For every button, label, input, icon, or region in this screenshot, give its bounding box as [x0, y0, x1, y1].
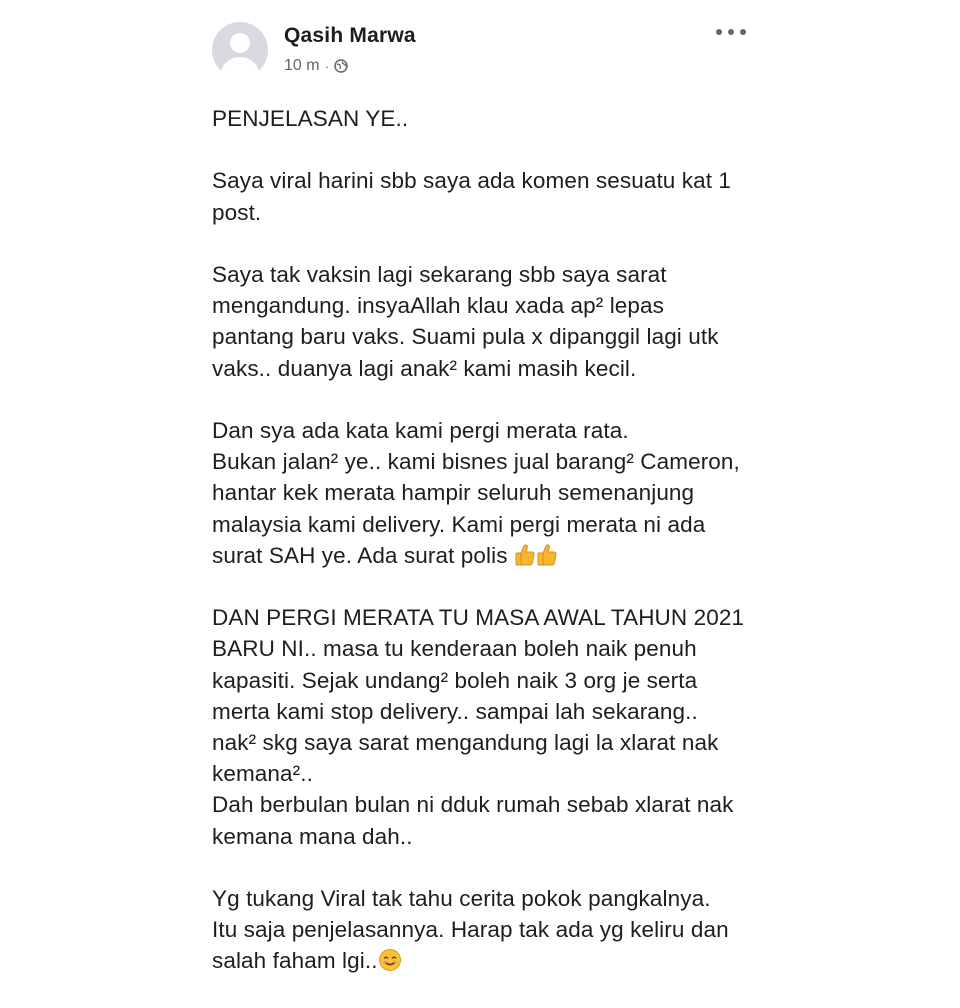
- more-dot: [740, 29, 746, 35]
- post-meta: [284, 57, 348, 75]
- text-line: nak² skg saya sarat mengandung lagi la xlarat nak: [212, 730, 719, 755]
- text-line: mengandung. insyaAllah klau xada ap² lepas: [212, 293, 665, 319]
- paragraph-1: [212, 103, 772, 134]
- text-line-with-emoji: [212, 945, 772, 976]
- avatar[interactable]: [212, 22, 268, 78]
- text-line: Saya viral harini sbb saya ada komen sesuatu kat 1: [212, 168, 732, 194]
- avatar-body-shape: [220, 57, 260, 85]
- text-line: Saya tak vaksin lagi sekarang sbb saya sarat: [212, 261, 667, 287]
- paragraph-5: [212, 602, 772, 852]
- avatar-head-shape: [230, 33, 250, 53]
- text-line: pantang baru vaks. Suami pula x dipanggil lagi utk: [212, 324, 719, 350]
- thumbs-up-emoji: [536, 543, 558, 567]
- text-line: BARU NI.. masa tu kenderaan boleh naik penuh: [212, 636, 697, 662]
- paragraph-4: [212, 415, 772, 571]
- meta-separator: ·: [324, 58, 330, 74]
- globe-icon[interactable]: [334, 59, 348, 73]
- text-line: Itu saja penjelasannya. Harap tak ada yg keliru dan: [212, 917, 729, 943]
- post-text: [212, 103, 772, 1008]
- text-line: Bukan jalan² ye.. kami bisnes jual barang² Cameron,: [212, 449, 740, 475]
- text-line: hantar kek merata hampir seluruh semenanjung: [212, 480, 695, 506]
- text-line: Yg tukang Viral tak tahu cerita pokok pangkalnya.: [212, 886, 711, 911]
- text-line: surat SAH ye. Ada surat polis: [212, 542, 508, 568]
- more-dot: [716, 29, 722, 35]
- text-line-with-emoji: [212, 540, 772, 571]
- paragraph-2: [212, 165, 772, 227]
- text-line: Dah berbulan bulan ni dduk rumah sebab xlarat nak: [212, 792, 734, 818]
- text-line: malaysia kami delivery. Kami pergi merata ni ada: [212, 511, 706, 537]
- more-dot: [728, 29, 734, 35]
- text-line: post.: [212, 199, 262, 225]
- paragraph-3: [212, 259, 772, 384]
- text-line: PENJELASAN YE..: [212, 106, 409, 131]
- text-line: kapasiti. Sejak undang² boleh naik 3 org je serta: [212, 667, 698, 693]
- smiling-face-emoji: [378, 948, 402, 972]
- text-line: merta kami stop delivery.. sampai lah sekarang..: [212, 698, 698, 724]
- text-line: salah faham lgi..: [212, 948, 378, 974]
- more-options-icon[interactable]: [716, 22, 746, 42]
- thumbs-up-emoji: [514, 543, 536, 567]
- text-line: kemana mana dah..: [212, 823, 413, 849]
- text-line: kemana²..: [212, 761, 313, 787]
- text-line: Dan sya ada kata kami pergi merata rata.: [212, 417, 629, 443]
- text-line: DAN PERGI MERATA TU MASA AWAL TAHUN 2021: [212, 605, 745, 631]
- post-time[interactable]: 10 m: [284, 57, 320, 74]
- author-name[interactable]: Qasih Marwa: [284, 24, 416, 47]
- paragraph-6: [212, 883, 772, 977]
- text-line: vaks.. duanya lagi anak² kami masih kecil.: [212, 355, 637, 381]
